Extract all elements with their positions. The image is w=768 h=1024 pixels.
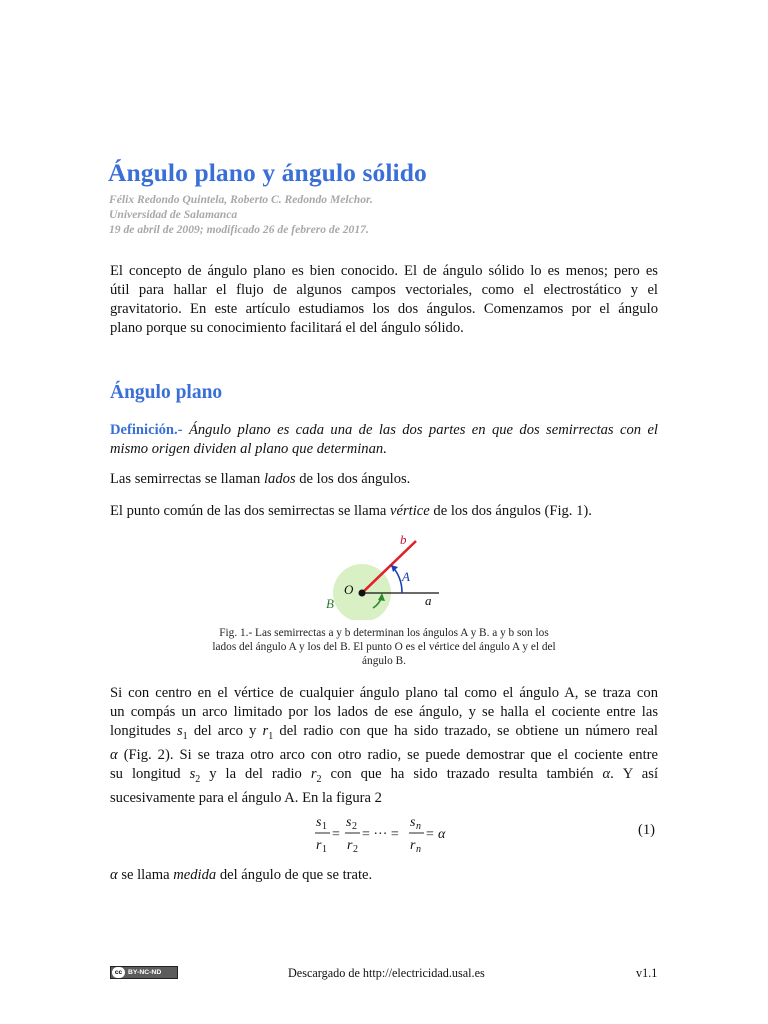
lados-pre: Las semirrectas se llaman (110, 471, 264, 487)
svg-text:r: r (347, 838, 353, 853)
license-label: BY-NC-ND (128, 969, 162, 976)
medida-word: medida (173, 867, 217, 883)
definition-text-1: Ángulo plano es cada una de las dos partes en que dos semirrectas con el (182, 422, 658, 438)
para-line: sucesivamente para el ángulo A. En la figura 2 (110, 789, 382, 806)
text-fragment: del radio con que ha sido trazado, se obtiene un número real (273, 723, 658, 739)
label-a: a (425, 593, 432, 608)
alpha-paragraph (110, 866, 658, 885)
symbol-r2: $r_2$ (310, 765, 322, 785)
definition-line (110, 421, 658, 440)
lados-word: lados (263, 471, 296, 487)
svg-text:1: 1 (322, 821, 327, 832)
text-fragment: su longitud (110, 765, 190, 782)
para-line (110, 746, 658, 765)
symbol-s1: $s_1$ (176, 723, 188, 742)
definition-paragraph (110, 421, 658, 459)
cc-icon: cc (112, 967, 125, 978)
svg-text:2: 2 (353, 844, 358, 855)
svg-text:s: s (410, 815, 416, 830)
intro-paragraph (110, 262, 658, 338)
para-line (110, 722, 658, 746)
label-O: O (344, 582, 354, 597)
page-title: Ángulo plano y ángulo sólido (108, 158, 427, 187)
definition-text-2: mismo origen dividen al plano que determinan. (110, 441, 387, 457)
vertice-word: vértice (390, 503, 430, 519)
svg-text:s: s (316, 815, 322, 830)
symbol-alpha: α (602, 765, 611, 782)
intro-line: útil para hallar el flujo de algunos campos vectoriales, como el electrostático y el (110, 282, 658, 298)
svg-text:1: 1 (322, 844, 327, 855)
svg-text:s: s (346, 815, 352, 830)
definition-label: Definición.- (110, 422, 183, 438)
text-fragment: (Fig. 2). Si se traza otro arco con otro radio, se puede demostrar que el cociente entre (117, 746, 658, 763)
figure-1-caption (178, 626, 590, 668)
text-fragment: del arco y (187, 723, 263, 739)
svg-text:=: = (332, 827, 340, 842)
equation-number: (1) (638, 822, 656, 838)
label-B: B (326, 596, 334, 611)
intro-line: gravitatorio. En este artículo estudiamos los dos ángulos. Comenzamos por el ángulo (110, 301, 658, 317)
vertice-paragraph (110, 502, 658, 521)
vertice-post: de los dos ángulos (Fig. 1). (429, 503, 592, 519)
version-label: v1.1 (636, 966, 658, 980)
intro-line: El concepto de ángulo plano es bien conocido. El de ángulo sólido lo es menos; pero es (110, 263, 658, 279)
text-fragment: y la del radio (200, 765, 311, 782)
text-fragment: . Y así (610, 765, 658, 782)
lados-paragraph (110, 470, 658, 489)
svg-text:n: n (416, 844, 421, 855)
para-line: un compás un arco limitado por los lados de ese ángulo, y se halla el cociente entre las (110, 704, 658, 720)
caption-line: lados del ángulo A y los del B. El punto O es el vértice del ángulo A y el del (212, 641, 556, 653)
cc-license-badge[interactable] (110, 966, 178, 979)
authors: Félix Redondo Quintela, Roberto C. Redondo Melchor. (109, 193, 373, 206)
symbol-alpha: α (110, 867, 118, 883)
lados-post: de los dos ángulos. (295, 471, 411, 487)
eq-alpha: α (438, 827, 446, 842)
vertex-point (359, 590, 366, 597)
text-fragment: del ángulo de que se trate. (216, 867, 373, 883)
arrow-A-head (391, 565, 398, 572)
symbol-r1: $r_1$ (262, 723, 274, 742)
svg-text:r: r (316, 838, 322, 853)
caption-line: Fig. 1.- Las semirrectas a y b determinan los ángulos A y B. a y b son los (219, 627, 549, 639)
text-fragment: longitudes (110, 723, 177, 739)
university: Universidad de Salamanca (109, 208, 238, 222)
svg-text:2: 2 (352, 821, 357, 832)
dates: 19 de abril de 2009; modificado 26 de febrero de 2017. (109, 223, 369, 237)
eq-dots: = ··· = (362, 827, 399, 842)
text-fragment: con que ha sido trazado resulta también (321, 765, 603, 782)
para-line: Si con centro en el vértice de cualquier ángulo plano tal como el ángulo A, se traza con (110, 685, 658, 701)
svg-text:n: n (416, 821, 421, 832)
symbol-s2: $s_2$ (189, 765, 201, 785)
symbol-alpha: α (110, 746, 118, 763)
text-fragment: se llama (117, 867, 174, 883)
svg-text:r: r (410, 838, 416, 853)
label-A: A (402, 569, 410, 584)
label-b: b (400, 532, 407, 547)
vertice-pre: El punto común de las dos semirrectas se llama (110, 503, 391, 519)
section-heading: Ángulo plano (110, 382, 223, 403)
byline (109, 192, 373, 238)
caption-line: ángulo B. (362, 655, 406, 667)
download-link[interactable]: Descargado de http://electricidad.usal.es (288, 966, 485, 980)
figure-1-diagram (315, 530, 455, 620)
para-line (110, 765, 658, 789)
measure-paragraph (110, 684, 658, 808)
svg-text:=: = (426, 827, 434, 842)
equation-1 (300, 812, 660, 856)
intro-line: plano porque su conocimiento facilitará el del ángulo sólido. (110, 320, 464, 336)
